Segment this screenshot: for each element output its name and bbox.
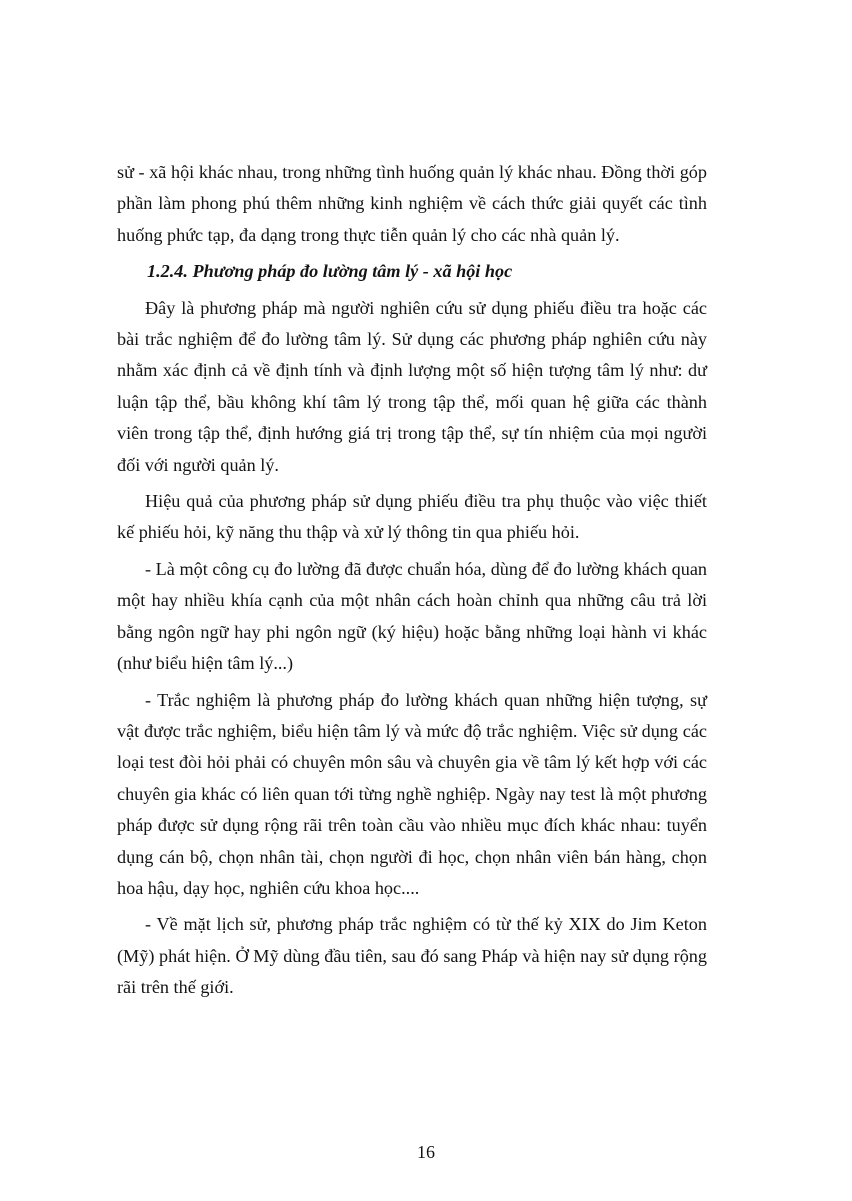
body-text bbox=[117, 157, 707, 1009]
paragraph: Hiệu quả của phương pháp sử dụng phiếu điều tra phụ thuộc vào việc thiết kế phiếu hỏi, kỹ năng thu thập và xử lý thông tin qua phiếu hỏi. bbox=[117, 491, 707, 543]
paragraph-continuation: sử - xã hội khác nhau, trong những tình huống quản lý khác nhau. Đồng thời góp phần làm phong phú thêm những kinh nghiệm về cách thức giải quyết các tình huống phức tạp, đa dạng trong thực tiễn quản lý cho các nhà quản lý. bbox=[117, 162, 707, 245]
section-heading: 1.2.4. Phương pháp đo lường tâm lý - xã hội học bbox=[147, 261, 513, 282]
paragraph: - Về mặt lịch sử, phương pháp trắc nghiệm có từ thế kỷ XIX do Jim Keton (Mỹ) phát hiện. Ở Mỹ dùng đầu tiên, sau đó sang Pháp và hiện nay sử dụng rộng rãi trên thế giới. bbox=[117, 914, 707, 998]
paragraph: Đây là phương pháp mà người nghiên cứu sử dụng phiếu điều tra hoặc các bài trắc nghiệm để đo lường tâm lý. Sử dụng các phương pháp nghiên cứu này nhằm xác định cả về định tính và định lượng một số hiện tượng tâm lý như: dư luận tập thể, bầu không khí tâm lý trong tập thể, mối quan hệ giữa các thành viên trong tập thể, định hướng giá trị trong tập thể, sự tín nhiệm của mọi người đối với người quản lý. bbox=[117, 297, 707, 475]
page-number: 16 bbox=[417, 1142, 435, 1162]
paragraph: - Là một công cụ đo lường đã được chuẩn hóa, dùng để đo lường khách quan một hay nhiều khía cạnh của một nhân cách hoàn chỉnh qua những câu trả lời bằng ngôn ngữ hay phi ngôn ngữ (ký hiệu) hoặc bằng những loại hành vi khác (như biểu hiện tâm lý...) bbox=[117, 558, 707, 674]
paragraph: - Trắc nghiệm là phương pháp đo lường khách quan những hiện tượng, sự vật được trắc nghiệm, biểu hiện tâm lý và mức độ trắc nghiệm. Việc sử dụng các loại test đòi hỏi phải có chuyên môn sâu và chuyên gia về tâm lý kết hợp với các chuyên gia khác có liên quan tới từng nghề nghiệp. Ngày nay test là một phương pháp được sử dụng rộng rãi trên toàn cầu vào nhiều mục đích khác nhau: tuyển dụng cán bộ, chọn nhân tài, chọn người đi học, chọn nhân viên bán hàng, chọn hoa hậu, dạy học, nghiên cứu khoa học.... bbox=[117, 689, 707, 898]
